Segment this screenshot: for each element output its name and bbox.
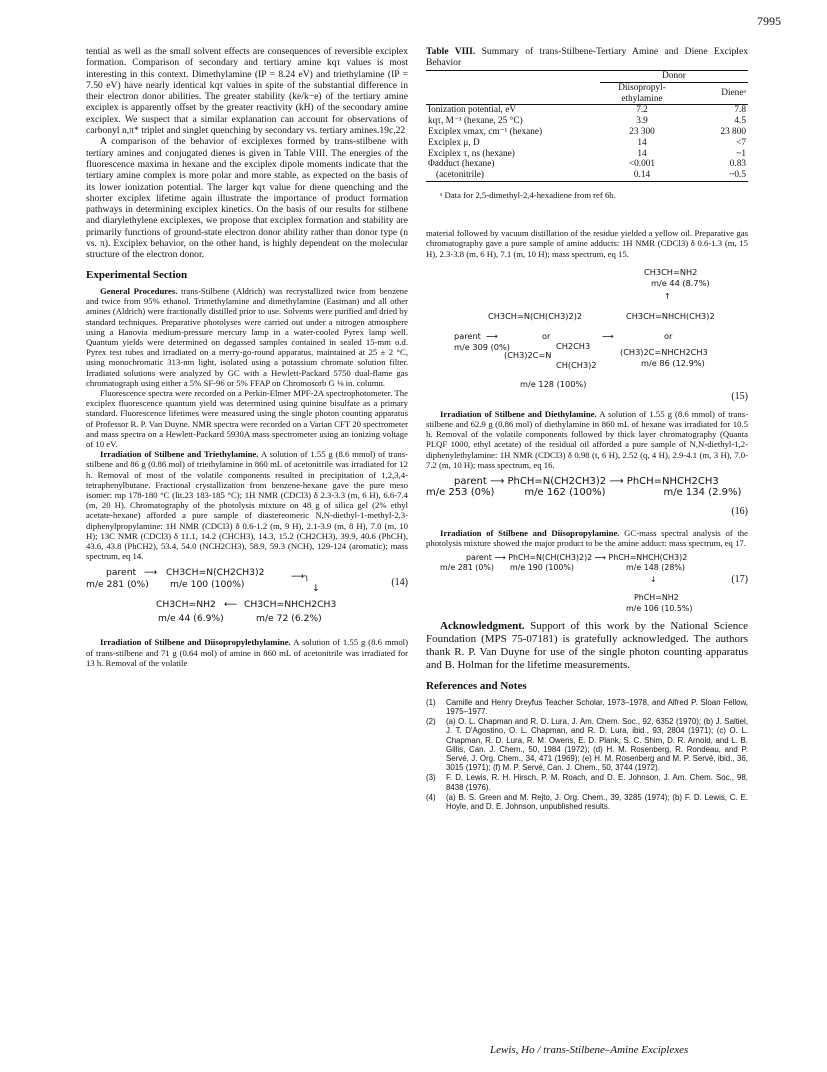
row-value: 7.2	[636, 105, 648, 116]
row-value: 3.9	[636, 116, 648, 127]
eq14-label: (14)	[391, 577, 408, 589]
arrow: ⟵	[224, 599, 238, 611]
eq15-mid-me: m/e 128 (100%)	[520, 378, 587, 389]
eq17-m1: m/e 281 (0%)	[440, 563, 494, 573]
row-value: 7.8	[734, 105, 746, 116]
row-value: 14	[637, 148, 647, 159]
references-title: References and Notes	[426, 680, 527, 693]
triethylamine-paragraph	[86, 449, 408, 561]
diisopropylamine-paragraph	[426, 528, 748, 548]
eq17-m2: m/e 190 (100%)	[510, 563, 574, 573]
row-value: <0.001	[628, 159, 656, 170]
general-lead: General Procedures.	[100, 285, 178, 296]
row-label: Φadduct (hexane)	[428, 159, 495, 170]
right-column	[426, 46, 748, 812]
up-arrow: ↑	[664, 290, 671, 301]
eq14-m100: m/e 100 (100%)	[170, 579, 245, 591]
tea-text: A solution of 1.55 g (8.6 mmol) of trans-stilbene and 86 g (0.86 mol) of triethylamine in 860 mL of acetonitrile was irradiated for 12 h. Removal of most of the volatile components resulted in precipitation of 1,2,3,4-tetraphenylbutane. Fractional crystallization from benzene-hexane gave the pure meso isomer: mp 178-180 °C (lit.23 183-185 °C); 1H NMR (CDCl3) δ 2.3-3.3 (m, 6 H), 6.6-7.4 (m, 20 H). Chromatography of the photolysis mixture on 48 g of silica gel (2% ethyl acetate-hexane) afforded a pure sample of diastereomeric N,N-diethyl-1-methyl-2,3-diphenylpropylamine: 1H NMR (CDCl3) δ 0.6-1.2 (m, 9 H), 2.1-3.9 (m, 8 H), 7.0 (m, 10 H); 13C NMR (CDCl3) δ 11.1, 14.2 (CHCH3), 14.3, 15.2 (CH2CH3), 39.9, 40.6 (PhCH), 43.6, 43.8 (PhCH2), 53.4, 54.0 (NCH2CH3), 58.9, 59.3 (NCH), 129-124 (aromatic); mass spectrum, eq 14.	[86, 449, 408, 562]
row-value: 23 300	[629, 126, 655, 137]
ref-text: Camille and Henry Dreyfus Teacher Scholar, 1973–1978, and Alfred P. Sloan Fellow, 1975–1977.	[446, 697, 748, 716]
eq16-label: (16)	[731, 506, 748, 517]
eq16-masses	[426, 487, 748, 498]
row-label: kqτ, M⁻¹ (hexane, 25 °C)	[428, 116, 523, 127]
table-footnote: ᵃ Data for 2,5-dimethyl-2,4-hexadiene from ref 6b.	[440, 189, 616, 200]
reference	[426, 698, 748, 716]
table-row	[426, 170, 748, 181]
row-value: 0.14	[633, 170, 651, 181]
dipa-text: A solution of 1.55 g (8.6 mmol) of trans-stilbene and 71 g (0.64 mol) of amine in 860 mL of acetonitrile was irradiated for 13 h. Removal of the volatile	[86, 637, 408, 668]
eq16-line: parent ⟶ PhCH=N(CH2CH3)2 ⟶ PhCH=NHCH2CH3	[454, 476, 719, 487]
table-col-2: Dieneᵃ	[721, 88, 746, 99]
references-list	[426, 698, 748, 811]
running-head: Lewis, Ho / trans-Stilbene–Amine Exciplexes	[490, 1044, 689, 1056]
dia-text: GC-mass spectral analysis of the photolysis mixture showed the major product to be the amine adduct: mass spectrum, eq 17.	[426, 528, 748, 549]
eq17-m3: m/e 148 (28%)	[626, 563, 685, 573]
equation-15	[426, 259, 748, 409]
ref-number: (3)	[426, 773, 436, 783]
row-value: 4.5	[734, 116, 746, 127]
table-row	[426, 138, 748, 149]
ref-number: (4)	[426, 792, 436, 802]
eq15-or-2: or	[664, 330, 673, 341]
ref-text: (a) O. L. Chapman and R. D. Lura, J. Am. Chem. Soc., 92, 6352 (1970); (b) J. Saltiel, J. T. D'Agostino, O. L. Chapman, and R. D. Lura, ibid., 93, 2804 (1971); (c) O. L. Chapman, R. D. Lura, R. M. Owens, E. D. Plank, S. C. Shim, D. R. Arnold, and L. B. Gillis, Can. J. Chem., 50, 1984 (1972); (d) H. M. Rosenberg, R. Rondeau, and P. Servé, J. Org. Chem., 34, 471 (1969); (e) H. M. Rosenberg and M. P. Servé, ibid., 36, 3015 (1971); (f) M. P. Servé, Can. J. Chem., 50, 3744 (1972).	[446, 717, 748, 773]
dea-text: A solution of 1.55 g (8.6 mmol) of trans-stilbene and 62.9 g (0.86 mol) of diethylamine in 860 mL of hexane was irradiated for 10.5 h. Removal of the volatile components followed by thick layer chromatography (Quanta PLQF 1000, ethyl acetate) of the residual oil afforded a pure sample of N,N-diethyl-1,2-diphenylethylamine: 1H NMR (CDCl3) δ 0.98 (t, 6 H), 2.52 (q, 4 H), 2.9-4.1 (m, 3 H), 7.0-7.2 (m, 10 H); mass spectrum, eq 16.	[426, 408, 748, 470]
eq17-line: parent ⟶ PhCH=N(CH(CH3)2)2 ⟶ PhCH=NHCH(CH3)2	[466, 553, 688, 563]
eq15-left-ion: CH3CH=N(CH(CH3)2)2	[488, 310, 583, 321]
row-value: 23 800	[720, 126, 746, 137]
eq15-mid-c: CH(CH3)2	[556, 359, 597, 370]
eq15-top-me: m/e 44 (8.7%)	[651, 277, 710, 288]
eq14-ion1: CH3CH=N(CH2CH3)2	[166, 567, 265, 579]
eq17-ion: PhCH=NH2	[634, 593, 679, 603]
diisopropylethylamine-paragraph	[86, 637, 408, 668]
down-arrow-2: ↓	[312, 583, 320, 595]
row-label: (acetonitrile)	[436, 170, 485, 181]
eq15-right-alt: (CH3)2C=NHCH2CH3	[620, 346, 708, 357]
row-value: 14	[637, 137, 647, 148]
eq17-ion-me: m/e 106 (10.5%)	[626, 604, 693, 614]
table-title	[426, 46, 748, 68]
equation-14	[86, 567, 408, 631]
down-arrow: ↓	[650, 575, 657, 585]
eq16-m2: m/e 162 (100%)	[524, 487, 606, 499]
dipa-lead: Irradiation of Stilbene and Diisopropylethylamine.	[100, 637, 291, 648]
ref-text: (a) B. S. Green and M. Rejto, J. Org. Chem., 39, 3285 (1974); (b) F. D. Lewis, C. E. Hoyle, and D. E. Johnson, unpublished results.	[446, 792, 748, 811]
row-label: Exciplex μ, D	[428, 137, 480, 148]
eq15-mid-b: CH2CH3	[556, 340, 591, 351]
equation-16	[426, 476, 748, 520]
ref-number: (2)	[426, 717, 436, 727]
reference	[426, 717, 748, 772]
left-column	[86, 46, 408, 668]
eq15-right-ion: CH3CH=NHCH(CH3)2	[626, 310, 715, 321]
eq15-parent: parent	[454, 330, 481, 341]
reference	[426, 793, 748, 811]
eq15-right-me: m/e 86 (12.9%)	[641, 357, 705, 368]
table-row	[426, 105, 748, 116]
eq14-ion3: CH3CH=NHCH2CH3	[244, 599, 337, 611]
section-title: Experimental Section	[86, 268, 188, 281]
table-viii	[426, 70, 748, 182]
eq15-label: (15)	[731, 390, 748, 402]
row-value: ~1	[736, 148, 746, 159]
table-row	[426, 149, 748, 160]
ack-text: Support of this work by the National Science Foundation (MPS 75-07181) is gratefully acknowledged. The authors thank R. P. Van Duyne for use of the single photon counting apparatus and B. Holman for the lifetime measurements.	[426, 620, 748, 672]
arrow: ⟶	[144, 567, 158, 579]
dia-lead: Irradiation of Stilbene and Diisopropylamine.	[440, 528, 620, 538]
ack-lead: Acknowledgment.	[440, 620, 525, 633]
eq14-parent: parent	[106, 567, 137, 579]
table-group-header: Donor	[600, 71, 748, 83]
arrow: ⟶	[602, 330, 614, 341]
row-label: Exciplex τ, ns (hexane)	[428, 148, 515, 159]
intro-paragraph-1: tential as well as the small solvent effects are consequences of reversible exciplex formation. Comparison of secondary and tertiary amine kqτ values is most interesting in this context. Dimethylamine (IP = 8.24 eV) and triethylamine (IP = 7.50 eV) have nearly identical kqτ values in spite of the substantial difference in their electron donor abilities. The greater stability (ke/k−e) of the tertiary amine exciplex is apparently offset by the greater reactivity (kH) of the secondary amine exciplex. We suspect that a similar explanation can account for observations of carbonyl n,π* triplet and singlet quenching by secondary vs. tertiary amines.19c,22	[86, 46, 408, 137]
eq16-m3: m/e 134 (2.9%)	[663, 487, 742, 499]
row-label: Ionization potential, eV	[428, 105, 517, 116]
eq15-top-ion: CH3CH=NH2	[644, 266, 698, 277]
table-label: Table VIII.	[426, 46, 476, 57]
eq15-parent-me: m/e 309 (0%)	[454, 341, 510, 352]
eq14-m281: m/e 281 (0%)	[86, 579, 149, 591]
eq16-m1: m/e 253 (0%)	[426, 487, 495, 499]
row-value: <7	[736, 137, 746, 148]
eq14-ion2: CH3CH=NH2	[156, 599, 216, 611]
ref-number: (1)	[426, 697, 436, 707]
table-col-1: Diisopropyl-ethylamine	[618, 82, 666, 104]
row-label: Exciplex νmax, cm⁻¹ (hexane)	[428, 126, 543, 137]
dea-lead: Irradiation of Stilbene and Diethylamine.	[440, 408, 597, 419]
tea-lead: Irradiation of Stilbene and Triethylamine.	[100, 449, 259, 460]
ref-text: F. D. Lewis, R. H. Hirsch, P. M. Roach, and D. E. Johnson, J. Am. Chem. Soc., 98, 8438 (1976).	[446, 773, 748, 792]
reference	[426, 773, 748, 791]
down-arrow: ⟶╮	[291, 571, 310, 583]
table-row	[426, 116, 748, 127]
page-number: 7995	[757, 14, 781, 28]
eq15-mid-a: (CH3)2C=N	[504, 349, 552, 360]
row-value: 0.83	[729, 159, 746, 170]
eq15-or-1: or	[542, 330, 551, 341]
row-value: ~0.5	[729, 170, 746, 181]
diethylamine-paragraph	[426, 409, 748, 470]
arrow: ⟶	[486, 330, 498, 341]
acknowledgment	[426, 620, 748, 672]
table-row	[426, 159, 748, 170]
equation-17	[426, 548, 748, 620]
general-procedures	[86, 286, 408, 388]
eq14-m72: m/e 72 (6.2%)	[256, 613, 322, 625]
general-text: trans-Stilbene (Aldrich) was recrystallized twice from benzene and twice from 95% ethanol. Trimethylamine and dimethylamine (Eastman) and all other amines (Aldrich) were fractionally distilled prior to use. Solvents were purified and dried by standard techniques. Preparative photolyses were carried out under a nitrogen atmosphere using a Hanovia medium-pressure mercury lamp in a water-cooled Pyrex lamp well. Quantum yields were determined on degassed samples contained in sealed 15-mm o.d. Pyrex test tubes and irradiated on a merry-go-round apparatus, maintained at 25 ± 2 °C, using monochromatic 313-nm light, isolated using a potassium chromate solution filter. Irradiated solutions were analyzed by GC with a Hewlett-Packard 5750 dual-flame gas chromatograph using either a 5% SF-96 or 5% FFAP on Chromosorb G ⅛ in. column.	[86, 285, 409, 388]
table-title-text: Summary of trans-Stilbene-Tertiary Amine and Diene Exciplex Behavior	[426, 46, 749, 68]
table-row	[426, 127, 748, 138]
intro-paragraph-2: A comparison of the behavior of exciplexes formed by trans-stilbene with tertiary amines and conjugated dienes is given in Table VIII. The energies of the fluorescence maxima in hexane and the exciplex dipole moments indicate that the tertiary amine complex is more polar and more stable, as expected on the basis of its lower ionization potential. The larger kqτ value for diene quenching and the shorter exciplex lifetime again illustrate the importance of product formation pathways in determining exciplex kinetics. On the basis of our results for stilbene and diarylethylene exciplexes, we propose that exciplex formation and stability are primarily functions of ground-state electron donor ability rather than donor type (n vs. π). Exciplex behavior, on the other hand, is highly dependent on the molecular structure of the electron donor.	[86, 136, 408, 261]
eq17-label: (17)	[731, 574, 748, 586]
fluorescence-paragraph: Fluorescence spectra were recorded on a Perkin-Elmer MPF-2A spectrophotometer. The exciplex fluorescence quantum yield was determined using quinine bisulfate as a primary standard. Fluorescence lifetimes were measured using the single photon counting apparatus of Professor R. P. Van Duyne. NMR spectra were recorded on a Varian CFT 20 spectrometer and mass spectra on a Hewlett-Packard 5930A mass spectrometer using an ionizing voltage of 10 eV.	[86, 387, 408, 449]
continued-paragraph: material followed by vacuum distillation of the residue yielded a yellow oil. Preparative gas chromatography gave a pure sample of amine adducts: 1H NMR (CDCl3) δ 0.6-1.3 (m, 15 H), 2.3-3.8 (m, 6 H), 7.1 (m, 10 H); mass spectrum, eq 15.	[426, 228, 748, 259]
eq14-m44: m/e 44 (6.9%)	[158, 613, 224, 625]
